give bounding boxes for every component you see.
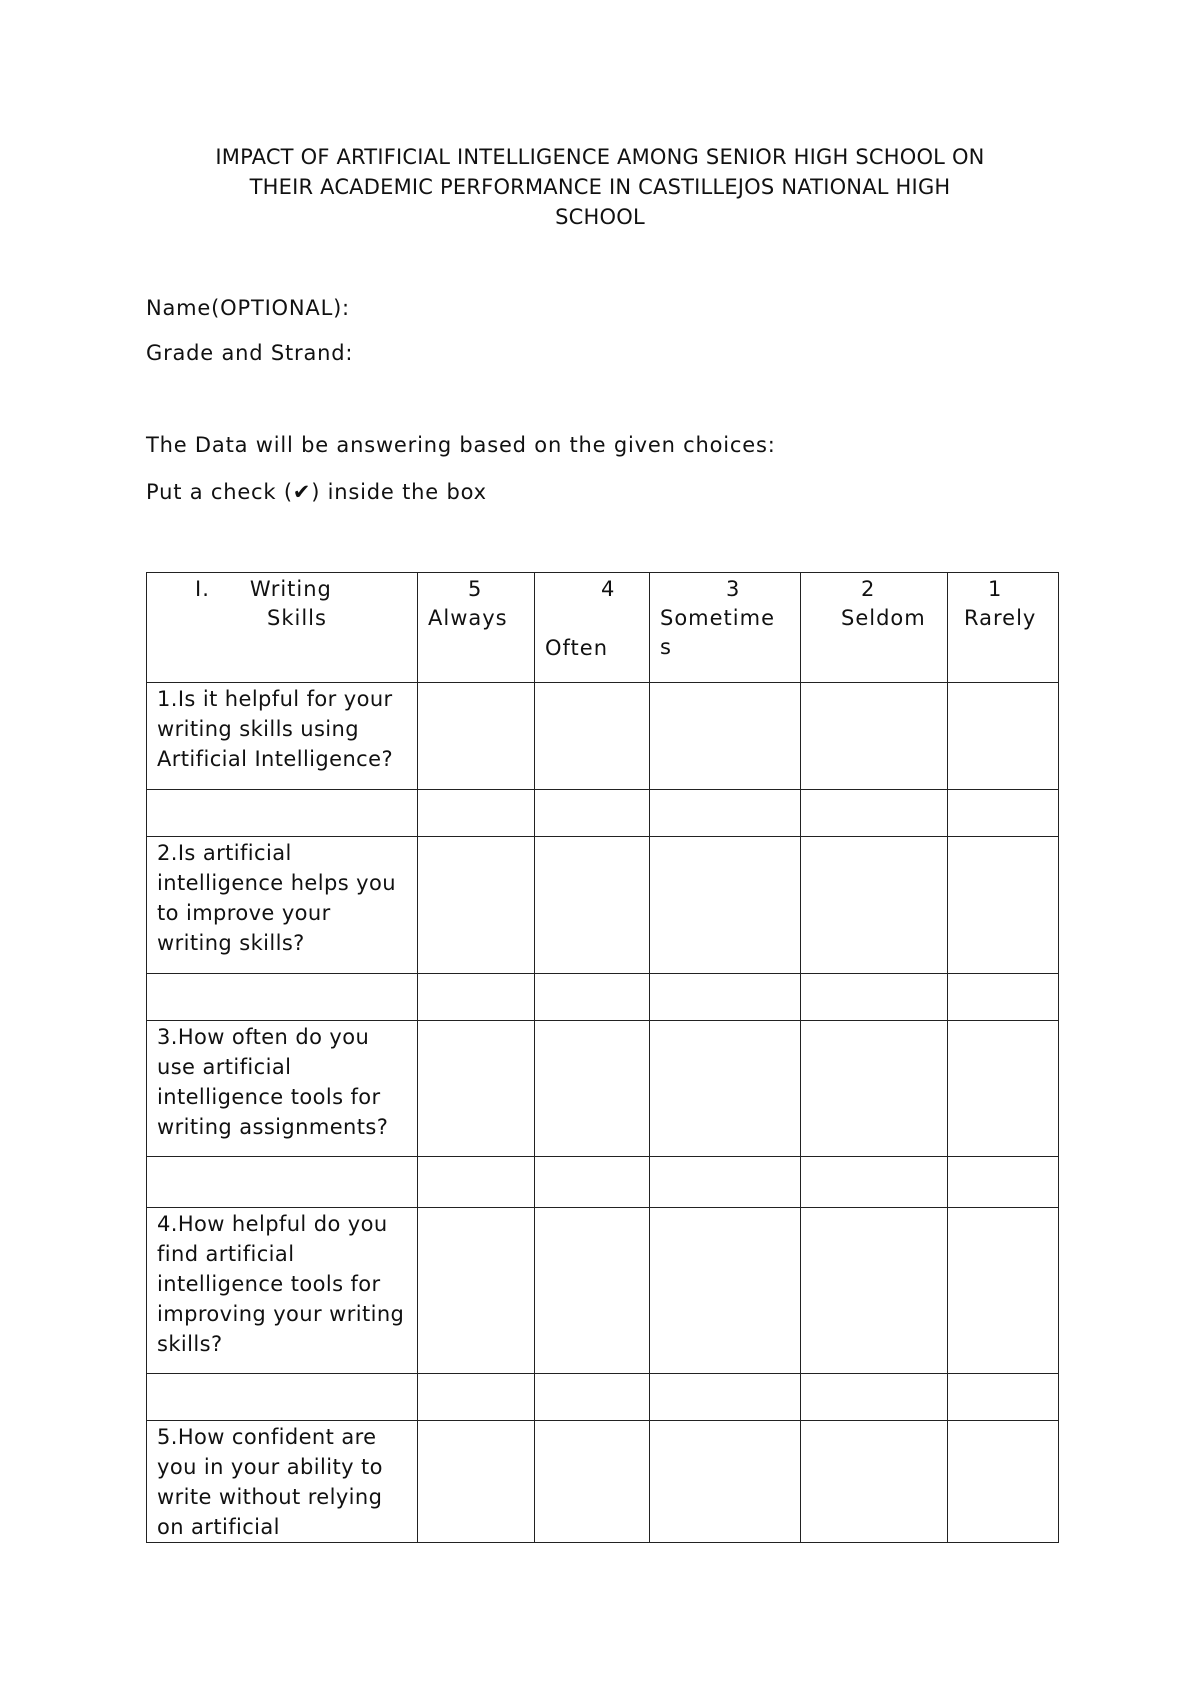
- checkbox-often[interactable]: [535, 683, 650, 790]
- page-title: [140, 142, 1060, 232]
- checkbox-always[interactable]: [418, 1021, 535, 1157]
- survey-table: [146, 572, 1059, 1543]
- choice-label: Often: [545, 636, 609, 660]
- table-row: [147, 1208, 1059, 1374]
- checkbox-seldom[interactable]: [801, 1421, 948, 1543]
- checkbox-rarely[interactable]: [948, 1421, 1059, 1543]
- spacer-row: [147, 1157, 1059, 1208]
- choice-label: Rarely: [964, 606, 1037, 630]
- check-instruction-text: Put a check (✔) inside the box: [146, 480, 487, 504]
- checkbox-rarely[interactable]: [948, 1021, 1059, 1157]
- question-3: 3.How often do you use artificial intelligence tools for writing assignments?: [147, 1021, 418, 1157]
- checkbox-sometimes[interactable]: [650, 683, 801, 790]
- choice-header-rarely: [948, 573, 1059, 683]
- section-number: I.: [195, 577, 210, 601]
- question-4: 4.How helpful do you find artificial intelligence tools for improving your writing skills?: [147, 1208, 418, 1374]
- checkbox-often[interactable]: [535, 837, 650, 974]
- choice-label: Sometime: [660, 606, 775, 630]
- table-row: [147, 683, 1059, 790]
- checkbox-often[interactable]: [535, 1021, 650, 1157]
- spacer-row: [147, 790, 1059, 837]
- question-1: 1.Is it helpful for your writing skills using Artificial Intelligence?: [147, 683, 418, 790]
- checkbox-often[interactable]: [535, 1421, 650, 1543]
- choice-label-wrap: s: [660, 635, 672, 659]
- checkbox-rarely[interactable]: [948, 1208, 1059, 1374]
- table-row: [147, 1021, 1059, 1157]
- spacer-row: [147, 1374, 1059, 1421]
- choice-label: Always: [428, 606, 508, 630]
- section-header: [147, 573, 418, 683]
- table-row: [147, 837, 1059, 974]
- choice-value: 2: [861, 577, 876, 601]
- table-row: [147, 1421, 1059, 1543]
- checkbox-always[interactable]: [418, 1421, 535, 1543]
- checkbox-sometimes[interactable]: [650, 1208, 801, 1374]
- checkbox-rarely[interactable]: [948, 837, 1059, 974]
- checkbox-rarely[interactable]: [948, 683, 1059, 790]
- choice-header-sometimes: [650, 573, 801, 683]
- question-2: 2.Is artificial intelligence helps you to improve your writing skills?: [147, 837, 418, 974]
- checkbox-seldom[interactable]: [801, 1208, 948, 1374]
- choice-header-seldom: [801, 573, 948, 683]
- checkbox-seldom[interactable]: [801, 1021, 948, 1157]
- choice-value: 1: [988, 577, 1003, 601]
- checkbox-always[interactable]: [418, 683, 535, 790]
- instruction-text: The Data will be answering based on the given choices:: [146, 433, 776, 457]
- choice-value: 5: [468, 577, 483, 601]
- checkbox-often[interactable]: [535, 1208, 650, 1374]
- checkbox-sometimes[interactable]: [650, 1021, 801, 1157]
- header-row: [147, 573, 1059, 683]
- choice-header-always: [418, 573, 535, 683]
- checkbox-sometimes[interactable]: [650, 1421, 801, 1543]
- checkbox-always[interactable]: [418, 1208, 535, 1374]
- title-line-1: IMPACT OF ARTIFICIAL INTELLIGENCE AMONG SENIOR HIGH SCHOOL ON: [215, 145, 985, 169]
- name-label: Name(OPTIONAL):: [146, 296, 350, 320]
- spacer-row: [147, 974, 1059, 1021]
- section-title-line-2: Skills: [267, 606, 327, 630]
- checkbox-seldom[interactable]: [801, 837, 948, 974]
- choice-header-often: [535, 573, 650, 683]
- checkbox-always[interactable]: [418, 837, 535, 974]
- title-line-2: THEIR ACADEMIC PERFORMANCE IN CASTILLEJOS NATIONAL HIGH: [249, 175, 951, 199]
- choice-value: 3: [726, 577, 741, 601]
- choice-label: Seldom: [841, 606, 926, 630]
- grade-strand-label: Grade and Strand:: [146, 341, 354, 365]
- question-5: 5.How confident are you in your ability to write without relying on artificial: [147, 1421, 418, 1543]
- checkbox-sometimes[interactable]: [650, 837, 801, 974]
- section-title-line-1: Writing: [249, 577, 332, 601]
- title-line-3: SCHOOL: [555, 205, 645, 229]
- choice-value: 4: [601, 577, 616, 601]
- checkbox-seldom[interactable]: [801, 683, 948, 790]
